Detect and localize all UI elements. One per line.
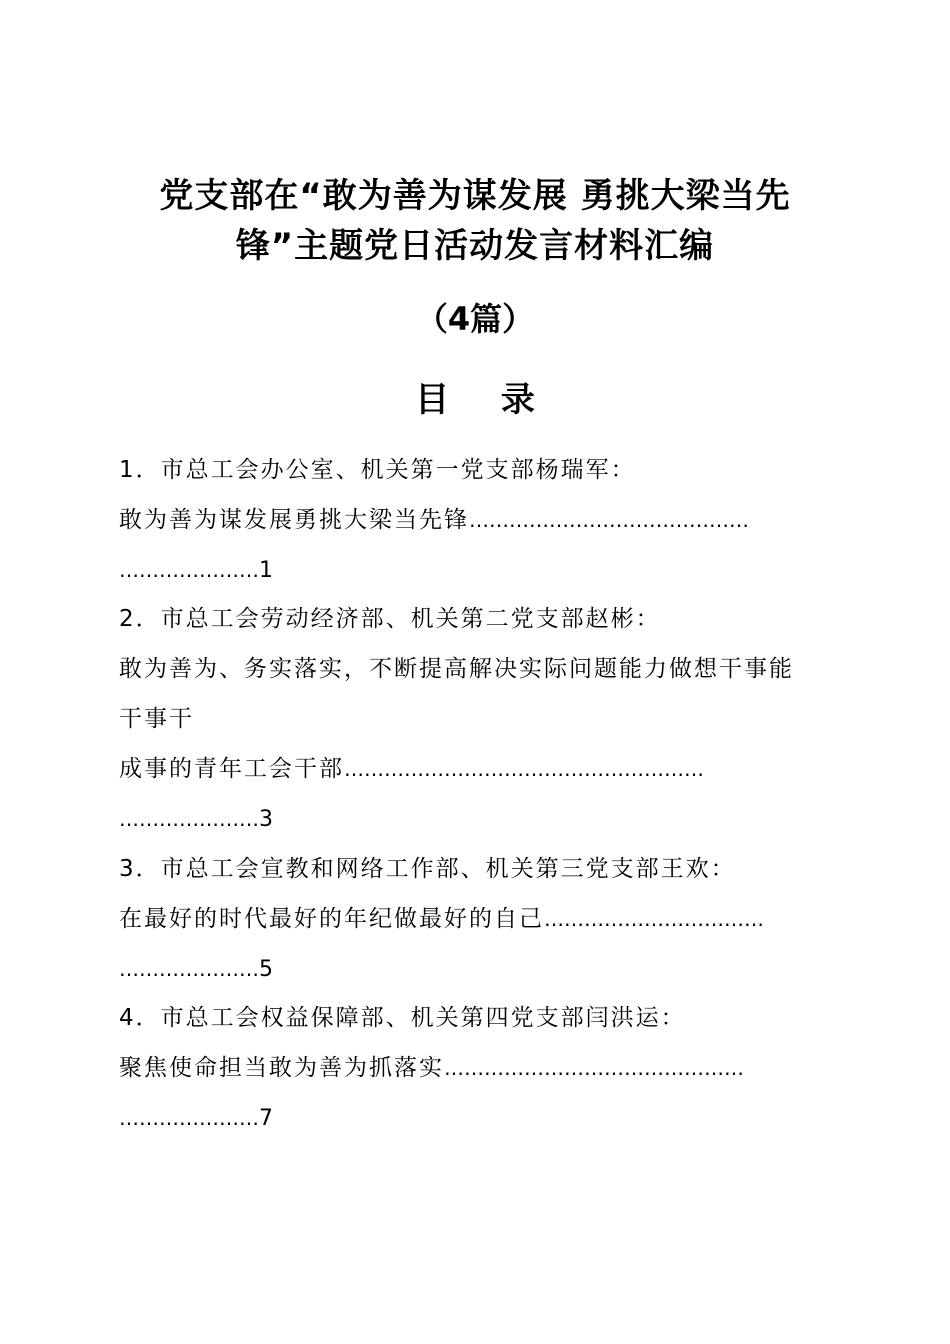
- toc-entry-page-line[interactable]: [119, 555, 273, 586]
- toc-leader-dots: …………………: [119, 1106, 259, 1130]
- toc-entry-page-line[interactable]: [119, 804, 273, 835]
- toc-page-number: 7: [259, 1106, 273, 1131]
- toc-entry-page-line[interactable]: [119, 954, 273, 985]
- toc-leader-dots: ……………………………: [544, 907, 764, 931]
- toc-leader-dots: ………………………………………: [444, 1056, 744, 1080]
- toc-page-number: 5: [259, 957, 273, 982]
- toc-entry-title-text: 聚焦使命担当敢为善为抓落实: [119, 1055, 444, 1081]
- toc-entry-author: 1．市总工会办公室、机关第一党支部杨瑞军：: [119, 457, 636, 483]
- toc-entry-title-text: 敢为善为、务实落实，不断提高解决实际问题能力做想干事能: [119, 656, 794, 682]
- toc-leader-dots: …………………: [119, 807, 259, 831]
- toc-entry-page-line[interactable]: [119, 1103, 273, 1134]
- toc-entry-author: 4．市总工会权益保障部、机关第四党支部闫洪运：: [119, 1005, 686, 1031]
- toc-entry-title-text: 成事的青年工会干部: [119, 756, 344, 782]
- toc-entry-title-text: 干事干: [119, 706, 194, 732]
- toc-entry-title[interactable]: [119, 654, 794, 684]
- toc-leader-dots: ………………………………………………: [344, 757, 704, 781]
- toc-entry-title-text: 在最好的时代最好的年纪做最好的自己: [119, 906, 544, 932]
- toc-entry-title[interactable]: [119, 904, 764, 934]
- toc-entry-title-text: 敢为善为谋发展勇挑大梁当先锋: [119, 507, 469, 533]
- toc-heading: 目 录: [415, 380, 555, 420]
- toc-entry-title[interactable]: [119, 754, 704, 784]
- document-title-line-2: 锋”主题党日活动发言材料汇编: [235, 226, 715, 266]
- toc-leader-dots: …………………: [119, 558, 259, 582]
- toc-entry-author: 2．市总工会劳动经济部、机关第二党支部赵彬：: [119, 606, 661, 632]
- toc-entry-title[interactable]: [119, 1053, 744, 1083]
- toc-entry-title[interactable]: [119, 704, 194, 734]
- toc-leader-dots: ……………………………………: [469, 508, 749, 532]
- toc-page-number: 3: [259, 807, 273, 832]
- article-count: （4篇）: [415, 300, 535, 338]
- toc-entry-author: 3．市总工会宣教和网络工作部、机关第三党支部王欢：: [119, 856, 736, 882]
- toc-entry-title[interactable]: [119, 505, 749, 535]
- toc-leader-dots: …………………: [119, 957, 259, 981]
- toc-page-number: 1: [259, 558, 273, 583]
- document-title-line-1: 党支部在“敢为善为谋发展 勇挑大梁当先: [159, 176, 791, 216]
